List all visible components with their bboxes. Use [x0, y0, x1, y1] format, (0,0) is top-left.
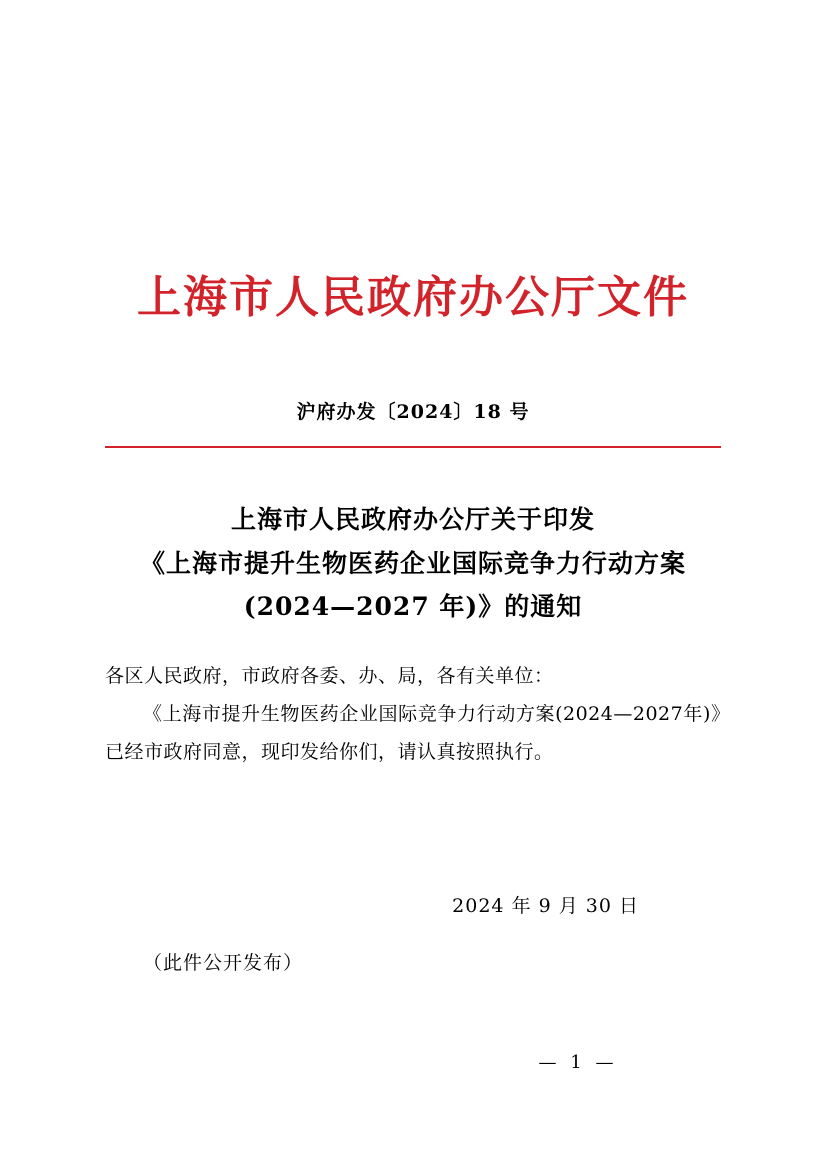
page-number: — 1 — — [538, 1052, 618, 1073]
red-divider-rule — [105, 446, 721, 448]
title-line-3: (2024—2027 年)》的通知 — [243, 592, 583, 622]
document-number: 沪府办发〔2024〕18 号 — [296, 400, 530, 423]
document-body — [105, 657, 721, 771]
title-line-1: 上海市人民政府办公厅关于印发 — [230, 504, 595, 534]
title-line-2: 《上海市提升生物医药企业国际竞争力行动方案 — [139, 548, 686, 578]
salutation-line: 各区人民政府，市政府各委、办、局，各有关单位： — [105, 665, 554, 688]
masthead-title: 上海市人民政府办公厅文件 — [137, 272, 689, 323]
document-content — [105, 0, 721, 975]
document-title — [105, 498, 721, 629]
publish-note: （此件公开发布） — [143, 952, 304, 975]
issue-date: 2024 年 9 月 30 日 — [452, 895, 639, 918]
body-paragraph: 《上海市提升生物医药企业国际竞争力行动方案(2024—2027年)》已经市政府同意，现印发给你们，请认真按照执行。 — [105, 703, 721, 764]
